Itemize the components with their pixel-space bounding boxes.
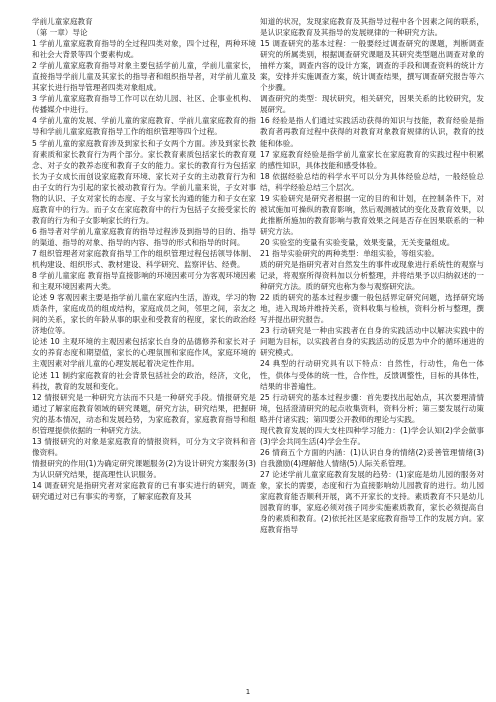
paragraph bbox=[260, 392, 484, 425]
paragraph-text: 论述 9 客观因素主要是指学前儿童在家庭内生活，游戏，学习的物质条件，家庭成员的组成结构，家庭成员之间，邻里之间，亲友之间的关系，家长的年龄从事的职业和受教育的程度，家长的政治经济地位等。 bbox=[32, 293, 256, 336]
paragraph bbox=[260, 259, 484, 292]
paragraph bbox=[260, 193, 484, 237]
paragraph-text: 22 质的研究的基本过程步骤一般包括界定研究问题，选择研究场地，进入现场并维持关系，资料收集与检核，资料分析与整理，撰写并提出研究报告。 bbox=[260, 293, 484, 325]
paragraph-text: 8 学前儿童家庭 教育指导直接影响的环境因素可分为客观环境因素和主观环境因素两大类。 bbox=[32, 271, 256, 292]
paragraph bbox=[260, 358, 484, 391]
paragraph-text: 3 学前儿童家庭教育指导工作可以在幼儿园、社区、企事业机构、传播媒介中进行。 bbox=[32, 94, 256, 115]
paragraph-text: 25 行动研究的基本过程步骤：首先要找出起始点，其次要理清情境，包括澄清研究的起点收集资料，资料分析；第三要发展行动策略并付诸实践；第四要公开教师的理论与实践。 bbox=[260, 392, 484, 424]
paragraph-text: 7 组织管理者对家庭教育指导工作的组织管理过程包括领导体制、机构建设、组织形式、教材建设、科学研究、监察评估、经费。 bbox=[32, 248, 256, 270]
chapter-heading: （第 一章）导论 bbox=[32, 28, 88, 38]
paragraph-text: 4 学前儿童的发展、学前儿童的家庭教育、学前儿童家庭教育的指导和学前儿童家庭教育指导工作的组织管理等四个过程。 bbox=[32, 116, 256, 137]
paragraph bbox=[32, 458, 256, 480]
paragraph bbox=[260, 425, 484, 447]
paragraph-text: 26 情商五个方面的内涵：(1)认识自身的情绪(2)妥善管理情绪(3)自我激励(4)理解他人情绪(5)人际关系管理。 bbox=[260, 447, 484, 468]
paragraph bbox=[32, 480, 256, 502]
paragraph-text: 2 学前儿童家庭教育指导对象主要包括学前儿童，学前儿童家长，直接指导学前儿童及其家长的指导者和组织指导者，对学前儿童及其家长进行指导管理者四类对象组成。 bbox=[32, 61, 256, 93]
paragraph bbox=[32, 292, 256, 336]
paragraph bbox=[32, 370, 256, 392]
paragraph-text: 19 实验研究是研究者根据一定的目的和计划，在控制条件下，对被试施加可操纵的教育影响，然后观测被试的变化及教育效果，以此推断所施加的教育影响与教育效果之间是否存在因果联系的一种研究方法。 bbox=[260, 193, 484, 236]
paragraph bbox=[260, 325, 484, 358]
paragraph-text: 6 指导者对学前儿童家庭教育的指导过程涉及到指导的目的、指导的渠道、指导的对象、指导的内容、指导的形式和指导的时间。 bbox=[32, 226, 256, 247]
paragraph-text: 5 学前儿童的家庭教育涉及到家长和子女两个方面。涉及到家长教育素质和家长教育行为两个部分。家长教育素质包括家长的教育观念、对子女的教养态度和教育子女的能力。家长的教育行为包括家长为子女成长而创设家庭教育环境、家长对子女的主动教育行为和由子女的行为引起的家长被动教育行为。学前儿童来说，子女对事物的认识、子女对家长的态度、子女与家长沟通的能力和子女在家庭教育中的行为。而子女在家庭教育中的行为包括子女接受家长的教育的行为和子女影响家长的行为。 bbox=[32, 138, 256, 225]
paragraph bbox=[260, 149, 484, 171]
paragraph-text: 调查研究的类型：现状研究，相关研究，因果关系的比较研究，发展研究。 bbox=[260, 94, 484, 115]
paragraph bbox=[32, 270, 256, 292]
paragraph bbox=[32, 436, 256, 458]
right-column bbox=[260, 16, 484, 535]
paragraph bbox=[260, 248, 484, 259]
paragraph-text: 23 行动研究是一种由实践者在自身的实践活动中以解决实践中的问题为目标，以实践者自身的实践活动的反思为中介的循环递进的研究模式。 bbox=[260, 326, 484, 358]
paragraph bbox=[32, 226, 256, 248]
paragraph bbox=[32, 336, 256, 369]
paragraph-text: 现代教育发展的四大支柱四种学习能力：(1)学会认知(2)学会做事(3)学会共同生活(4)学会生存。 bbox=[260, 425, 484, 446]
left-paragraphs bbox=[32, 38, 256, 502]
paragraph-text: 14 调查研究是指研究者对家庭教育的已有事实进行的研究，调查研究通过对已有事实的考察，了解家庭教育及其 bbox=[32, 480, 256, 502]
paragraph-text: 情报研究的作用(1)为确定研究课题服务(2)为设计研究方案服务(3)为认识研究结果，提高理性认识服务。 bbox=[32, 458, 256, 479]
paragraph bbox=[32, 38, 256, 60]
paragraph-text: 27 论述学前儿童家庭教育发展的趋势：(1)家庭是幼儿园的服务对象，家长的需要，态度和行为直接影响幼儿园教育的进行。幼儿园家庭教育能否顺利开展，离不开家长的支持。素质教育不只是幼儿园教育的事，家庭必须对孩子同步实施素质教育，家长必须提高自身的素质和教育。(2)依托社区是家庭教育指导工作的发展方向。家庭教育指导 bbox=[260, 469, 484, 535]
paragraph-text: 12 情报研究是一种研究方法而不只是一种研究手段。情报研究是通过了解家庭教育领域的研究课题，研究方法，研究结果，把握研究的基本情况，动态和发展趋势，为家庭教育，家庭教育指导和组织管理提供依据的一种研究方法。 bbox=[32, 392, 256, 435]
paragraph-text: 论述 10 主观环境的主观因素包括家长自身的品德修养和家长对子女的养育态度和期望值，家长的心理氛围和家庭作风，家庭环境的主观因素对学前儿童的心理发展起着决定性作用。 bbox=[32, 337, 256, 369]
paragraph-text: 20 实验室的变量有实验变量，效果变量，无关变量组成。 bbox=[260, 237, 455, 247]
paragraph-text: 1 学前儿童家庭教育指导的全过程四类对象，四个过程，两种环境和社会大背景等四个要素构成。 bbox=[32, 39, 256, 60]
paragraph bbox=[260, 469, 484, 535]
right-paragraphs bbox=[260, 16, 484, 535]
paragraph bbox=[32, 115, 256, 137]
paragraph bbox=[32, 248, 256, 270]
paragraph bbox=[260, 93, 484, 115]
paragraph-text: 质的研究是指研究者对自然发生的事件或现象进行系统性的观察与记录，将观察所得资料加以分析整理，并将结果予以归纳叙述的一种研究方法。质的研究也称为参与观察研究法。 bbox=[260, 260, 484, 292]
paragraph bbox=[32, 138, 256, 226]
paragraph bbox=[32, 93, 256, 115]
paragraph bbox=[260, 115, 484, 148]
paragraph-text: 15 调查研究的基本过程：一般要经过调查研究的课题，判断调查研究的所属类别，根据调查研究课题及其研究类型题出调查对象的抽样方案，调查内容的设计方案，调查的手段和调查资料的统计方案，安排并实施调查方案，统计调查结果，撰写调查研究报告等六个步骤。 bbox=[260, 39, 484, 93]
paragraph bbox=[260, 171, 484, 193]
paragraph bbox=[260, 237, 484, 248]
page-number: 1 bbox=[245, 688, 251, 696]
paragraph bbox=[260, 292, 484, 325]
paragraph bbox=[260, 38, 484, 93]
paragraph-text: 24 典型的行动研究具有以下特点：自然性，行动性，角色一体性，供体与受体的统一性，合作性，反馈调整性，目标的具体性，结果的非普遍性。 bbox=[260, 359, 484, 391]
paragraph-text: 17 家庭教育经验是指学前儿童家长在家庭教育的实践过程中积累的感性知识，具体技能和感受体验。 bbox=[260, 149, 484, 170]
paragraph bbox=[32, 392, 256, 436]
paragraph-text: 知道的状况，发现家庭教育及其指导过程中各个因素之间的联系，是认识家庭教育及其指导的发展规律的一种研究方法。 bbox=[260, 17, 484, 38]
document-title: 学前儿童家庭教育 bbox=[32, 17, 93, 26]
paragraph-text: 论述 11 制约家庭教育的社会背景包括社会的政治，经济，文化，科技，教育的发展和变化。 bbox=[32, 370, 256, 391]
paragraph bbox=[260, 16, 484, 38]
left-column bbox=[32, 16, 256, 502]
paragraph-text: 16 经验是指人们通过实践活动获得的知识与技能，教育经验是指教育者再教育过程中获得的对教育对象教育规律的认识，教育的技能和体验。 bbox=[260, 116, 484, 148]
paragraph bbox=[32, 60, 256, 93]
paragraph-text: 18 依据经验总结的科学水平可以分为具体经验总结，一般经验总结，科学经验总结三个层次。 bbox=[260, 171, 484, 192]
paragraph-text: 13 情报研究的对象是家庭教育的情报资料，可分为文字资料和音像资料。 bbox=[32, 436, 256, 457]
paragraph-text: 21 指导实验研究的两种类型：单组实验，等组实验。 bbox=[260, 248, 440, 258]
paragraph bbox=[260, 447, 484, 469]
